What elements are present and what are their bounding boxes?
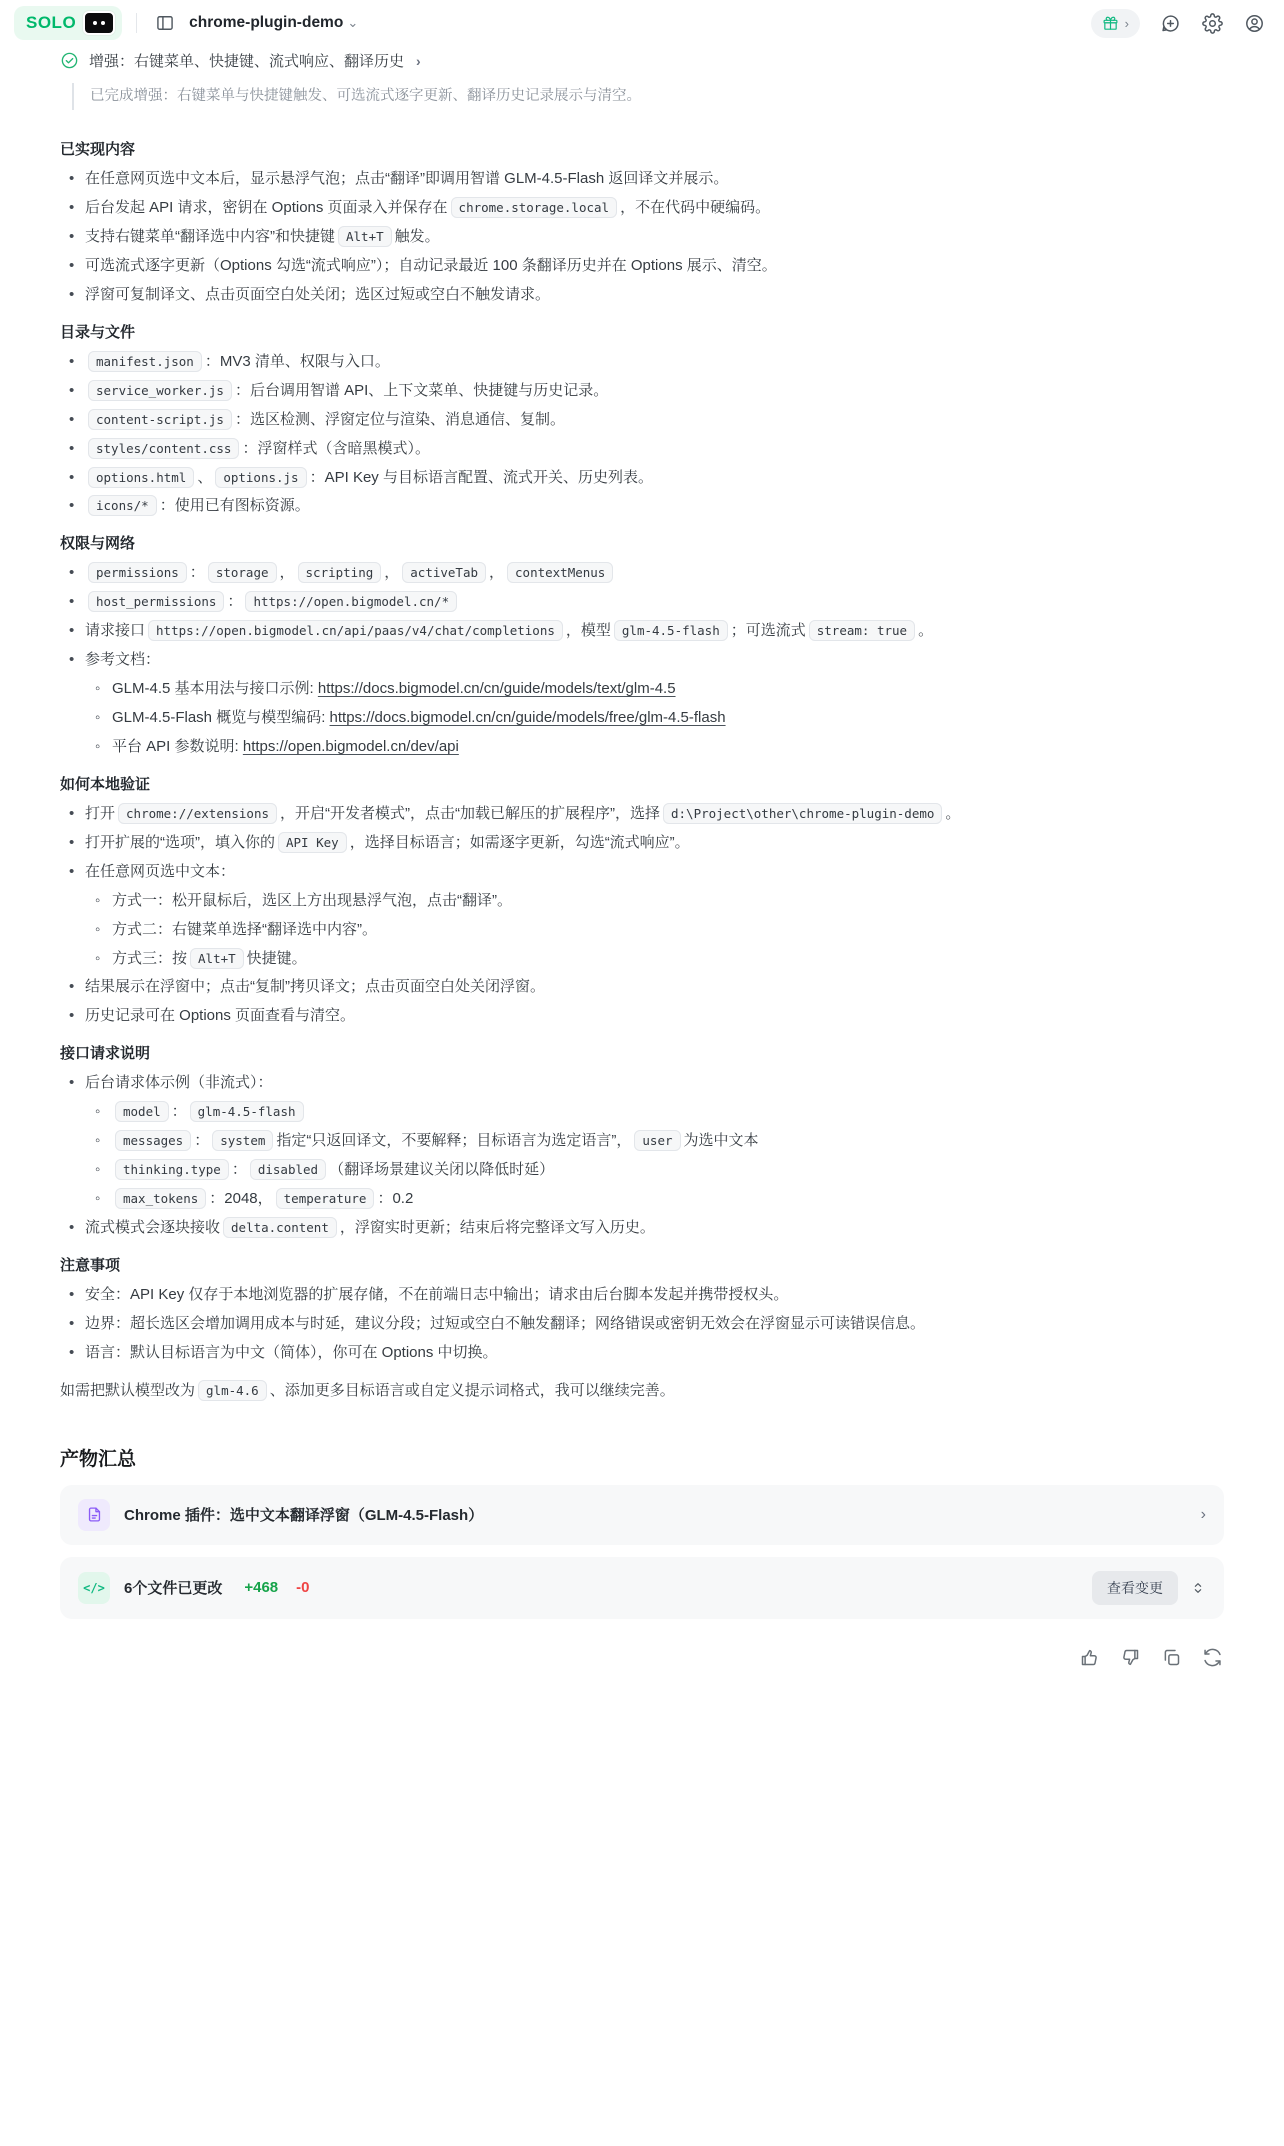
thumbs-down-button[interactable] (1118, 1646, 1142, 1670)
chevron-right-icon: › (416, 52, 421, 69)
task-status-label: 增强：右键菜单、快捷键、流式响应、翻译历史 (89, 53, 405, 70)
artifact-card-plugin[interactable] (60, 1485, 1224, 1545)
inline-code: https://open.bigmodel.cn/* (245, 591, 457, 612)
inline-code: d:\Project\other\chrome-plugin-demo (663, 803, 942, 824)
inline-code: stream: true (809, 620, 915, 641)
rewards-button[interactable] (1091, 9, 1140, 38)
chat-content (0, 50, 1284, 1619)
inline-code: chrome://extensions (118, 803, 277, 824)
list-item: • 安全：API Key 仅存于本地浏览器的扩展存储，不在前端日志中输出；请求由后台脚本发起并携带授权头。 (60, 1281, 1224, 1310)
list-item: • 流式模式会逐块接收 delta.content ，浮窗实时更新；结束后将完整译文写入历史。 (60, 1214, 1224, 1243)
artifacts-heading: 产物汇总 (60, 1448, 137, 1470)
thumbs-up-icon (1079, 1647, 1100, 1668)
list-item: • 支持右键菜单“翻译选中内容”和快捷键 Alt+T 触发。 (60, 223, 1224, 252)
list-item: • service_worker.js ：后台调用智谱 API、上下文菜单、快捷键与历史记录。 (60, 377, 1224, 406)
list-item: • 请求接口 https://open.bigmodel.cn/api/paas/v4/chat/completions ，模型 glm-4.5-flash ；可选流式 stream: true 。 (60, 617, 1224, 646)
list-item: • permissions ： storage ， scripting ， activeTab ， contextMenus (60, 559, 1224, 588)
solo-logo-text: SOLO (26, 13, 77, 32)
list-item: • options.html 、 options.js ：API Key 与目标语言配置、流式开关、历史列表。 (60, 464, 1224, 493)
list-item: • 参考文档： ◦ GLM-4.5 基本用法与接口示例: https://docs.bigmodel.cn/cn/guide/models/text/glm-4.5 ◦ GLM-4.5-Flash 概览与模型编码: https://docs.bigmodel.cn/cn/guide/models/free/glm-4.5-flash ◦ 平台 API 参数说明: https://open.bigmodel.cn/dev/api (60, 646, 1224, 762)
inline-code: content-script.js (88, 409, 232, 430)
list-item: • 可选流式逐字更新（Options 勾选“流式响应”）；自动记录最近 100 条翻译历史并在 Options 展示、清空。 (60, 252, 1224, 281)
list-item: • 后台发起 API 请求，密钥在 Options 页面录入并保存在 chrome.storage.local ，不在代码中硬编码。 (60, 194, 1224, 223)
feedback-plus-icon (1160, 13, 1181, 34)
chevron-down-icon[interactable]: ⌄ (347, 15, 359, 30)
check-circle-icon (60, 51, 79, 70)
list-item: • host_permissions ： https://open.bigmodel.cn/* (60, 588, 1224, 617)
inline-code: storage (208, 562, 277, 583)
inline-code: service_worker.js (88, 380, 232, 401)
code-icon: </> (78, 1572, 110, 1604)
sidebar-toggle-icon (155, 13, 175, 33)
message-sections (60, 136, 1224, 1367)
list-item: • 结果展示在浮窗中；点击“复制”拷贝译文；点击页面空白处关闭浮窗。 (60, 973, 1224, 1002)
doc-link[interactable]: https://docs.bigmodel.cn/cn/guide/models/free/glm-4.5-flash (329, 709, 726, 726)
inline-code: delta.content (223, 1217, 337, 1238)
diff-summary-label: 6个文件已更改 (124, 1580, 223, 1598)
inline-code: options.html (88, 467, 194, 488)
list-item: • 打开扩展的“选项”，填入你的 API Key ，选择目标语言；如需逐字更新，勾选“流式响应”。 (60, 829, 1224, 858)
topbar-divider (136, 13, 137, 33)
list-item: • 浮窗可复制译文、点击页面空白处关闭；选区过短或空白不触发请求。 (60, 281, 1224, 310)
section-heading: 如何本地验证 (60, 775, 151, 793)
thumbs-up-button[interactable] (1077, 1646, 1101, 1670)
chevron-right-icon: › (1124, 15, 1129, 31)
inline-code: https://open.bigmodel.cn/api/paas/v4/chat/completions (148, 620, 563, 641)
list-item: • 后台请求体示例（非流式）： ◦ model ： glm-4.5-flash ◦ messages ： system 指定“只返回译文，不要解释；目标语言为选定语言”， user 为选中文本 ◦ thinking.type ： disabled （翻译场景建议关闭以降低时延） ◦ max_tokens ：2048， temperature ：0.2 (60, 1069, 1224, 1214)
list-item: • styles/content.css ：浮窗样式（含暗黑模式）。 (60, 435, 1224, 464)
inline-code: max_tokens (115, 1188, 206, 1209)
thumbs-down-icon (1120, 1647, 1141, 1668)
list-item: • manifest.json ：MV3 清单、权限与入口。 (60, 348, 1224, 377)
inline-code: disabled (250, 1159, 326, 1180)
inline-code: system (212, 1130, 273, 1151)
message-actions (0, 1646, 1284, 1670)
inline-code: messages (115, 1130, 191, 1151)
list-item: • 在任意网页选中文本后，显示悬浮气泡；点击“翻译”即调用智谱 GLM-4.5-Flash 返回译文并展示。 (60, 165, 1224, 194)
list-item: ◦ 方式一：松开鼠标后，选区上方出现悬浮气泡，点击“翻译”。 (85, 887, 1224, 916)
inline-code: thinking.type (115, 1159, 229, 1180)
gift-icon (1102, 15, 1119, 32)
solo-robot-icon (83, 11, 115, 35)
copy-button[interactable] (1159, 1646, 1183, 1670)
inline-code: Alt+T (338, 226, 392, 247)
inline-code: options.js (215, 467, 306, 488)
inline-code: temperature (276, 1188, 375, 1209)
closing-note: 如需把默认模型改为 glm-4.6 、添加更多目标语言或自定义提示词格式，我可以继续完善。 (60, 1381, 675, 1399)
inline-code: contextMenus (507, 562, 613, 583)
list-item: • 边界：超长选区会增加调用成本与时延，建议分段；过短或空白不触发翻译；网络错误或密钥无效会在浮窗显示可读错误信息。 (60, 1310, 1224, 1339)
inline-code: chrome.storage.local (451, 197, 618, 218)
inline-code: permissions (88, 562, 187, 583)
artifact-card-title: Chrome 插件：选中文本翻译浮窗（GLM-4.5-Flash） (124, 1507, 484, 1525)
list-item: ◦ max_tokens ：2048， temperature ：0.2 (85, 1185, 1224, 1214)
list-item: ◦ GLM-4.5 基本用法与接口示例: https://docs.bigmodel.cn/cn/guide/models/text/glm-4.5 (85, 675, 1224, 704)
settings-gear-icon (1202, 13, 1223, 34)
diff-deletions: -0 (296, 1579, 310, 1597)
expand-collapse-icon[interactable] (1190, 1580, 1206, 1596)
inline-code: scripting (298, 562, 382, 583)
assistant-message (60, 136, 1224, 1405)
inline-code: model (115, 1101, 169, 1122)
sidebar-toggle-button[interactable] (151, 9, 179, 37)
list-item: • content-script.js ：选区检测、浮窗定位与渲染、消息通信、复制。 (60, 406, 1224, 435)
view-changes-button[interactable]: 查看变更 (1092, 1571, 1178, 1605)
feedback-button[interactable] (1158, 11, 1182, 35)
list-item: ◦ 平台 API 参数说明: https://open.bigmodel.cn/dev/api (85, 733, 1224, 762)
list-item: ◦ messages ： system 指定“只返回译文，不要解释；目标语言为选定语言”， user 为选中文本 (85, 1127, 1224, 1156)
inline-code: glm-4.5-flash (190, 1101, 304, 1122)
inline-code: activeTab (402, 562, 486, 583)
copy-icon (1161, 1647, 1182, 1668)
list-item: • 在任意网页选中文本： ◦ 方式一：松开鼠标后，选区上方出现悬浮气泡，点击“翻译”。 ◦ 方式二：右键菜单选择“翻译选中内容”。 ◦ 方式三：按 Alt+T 快捷键。 (60, 858, 1224, 974)
inline-code: styles/content.css (88, 438, 239, 459)
list-item: • icons/* ：使用已有图标资源。 (60, 492, 1224, 521)
list-item: ◦ GLM-4.5-Flash 概览与模型编码: https://docs.bigmodel.cn/cn/guide/models/free/glm-4.5-flash (85, 704, 1224, 733)
artifact-card-diff[interactable] (60, 1557, 1224, 1619)
inline-code: icons/* (88, 495, 157, 516)
section-heading: 接口请求说明 (60, 1045, 151, 1063)
section-heading: 注意事项 (60, 1256, 121, 1274)
list-item: • 打开 chrome://extensions ，开启“开发者模式”，点击“加载已解压的扩展程序”，选择 d:\Project\other\chrome-plugin-demo 。 (60, 800, 1224, 829)
task-summary-quote: 已完成增强：右键菜单与快捷键触发、可选流式逐字更新、翻译历史记录展示与清空。 (72, 83, 1224, 110)
diff-additions: +468 (244, 1579, 279, 1597)
account-button[interactable] (1242, 11, 1266, 35)
inline-code: host_permissions (88, 591, 224, 612)
settings-button[interactable] (1200, 11, 1224, 35)
account-icon (1244, 13, 1265, 34)
inline-code: API Key (278, 832, 347, 853)
regenerate-icon (1202, 1647, 1223, 1668)
inline-code: user (634, 1130, 680, 1151)
top-bar (0, 0, 1284, 46)
list-item: ◦ thinking.type ： disabled （翻译场景建议关闭以降低时延） (85, 1156, 1224, 1185)
list-item: • 语言：默认目标语言为中文（简体），你可在 Options 中切换。 (60, 1339, 1224, 1368)
doc-link[interactable]: https://open.bigmodel.cn/dev/api (242, 737, 459, 755)
task-status-row[interactable] (60, 50, 1224, 71)
document-icon (78, 1499, 110, 1531)
list-item: • 历史记录可在 Options 页面查看与清空。 (60, 1002, 1224, 1031)
doc-link[interactable]: https://docs.bigmodel.cn/cn/guide/models/text/glm-4.5 (317, 680, 676, 698)
regenerate-button[interactable] (1200, 1646, 1224, 1670)
list-item: ◦ 方式二：右键菜单选择“翻译选中内容”。 (85, 916, 1224, 945)
project-title[interactable]: chrome-plugin-demo (189, 14, 344, 31)
section-heading: 已实现内容 (60, 141, 136, 159)
inline-code: manifest.json (88, 351, 202, 372)
solo-logo[interactable] (14, 6, 122, 40)
list-item: ◦ model ： glm-4.5-flash (85, 1098, 1224, 1127)
section-heading: 目录与文件 (60, 323, 136, 341)
list-item: ◦ 方式三：按 Alt+T 快捷键。 (85, 945, 1224, 974)
inline-code: glm-4.6 (198, 1380, 267, 1401)
inline-code: glm-4.5-flash (614, 620, 728, 641)
section-heading: 权限与网络 (60, 535, 136, 553)
inline-code: Alt+T (190, 948, 244, 969)
chevron-right-icon: › (1200, 1505, 1206, 1523)
